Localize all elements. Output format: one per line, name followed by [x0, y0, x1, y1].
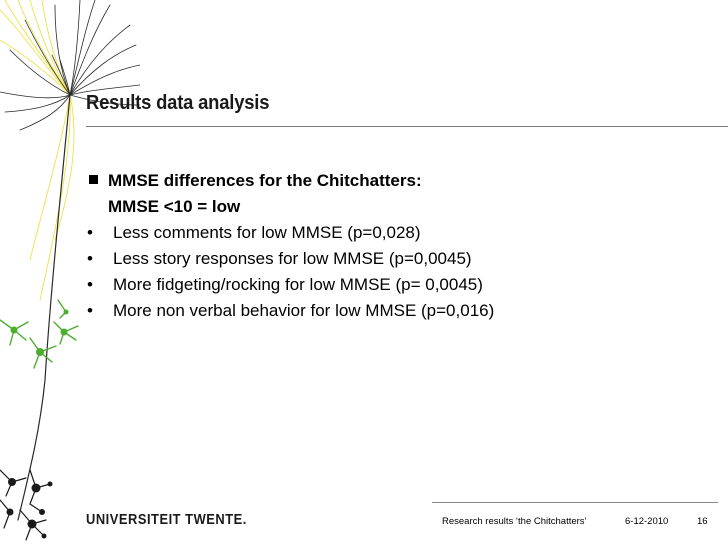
heading-row	[86, 168, 706, 194]
footer-date: 6-12-2010	[625, 516, 669, 527]
footer-presentation-title: Research results ‘the Chitchatters’	[442, 516, 587, 527]
bullet-icon: •	[87, 249, 93, 268]
page-number: 16	[697, 516, 708, 527]
slide-content	[86, 168, 706, 324]
bullet-icon: •	[87, 275, 93, 294]
bullet-icon: •	[87, 301, 93, 320]
bullet-icon: •	[87, 223, 93, 242]
title-divider	[86, 126, 728, 127]
list-item	[86, 272, 706, 298]
list-item	[86, 246, 706, 272]
square-bullet-icon	[89, 175, 98, 184]
list-item-text: Less story responses for low MMSE (p=0,0045)	[113, 249, 472, 268]
subheading-row	[86, 194, 706, 220]
list-item	[86, 220, 706, 246]
slide-title: Results data analysis	[86, 92, 270, 114]
list-item-text: Less comments for low MMSE (p=0,028)	[113, 223, 421, 242]
yellow-fibers	[0, 0, 74, 300]
university-logo: UNIVERSITEIT TWENTE.	[86, 511, 247, 528]
section-subheading: MMSE <10 = low	[108, 197, 241, 216]
list-item	[86, 298, 706, 324]
list-item-text: More fidgeting/rocking for low MMSE (p= 0,0045)	[113, 275, 483, 294]
footer-divider	[432, 502, 718, 503]
list-item-text: More non verbal behavior for low MMSE (p=0,016)	[113, 301, 495, 320]
section-heading: MMSE differences for the Chitchatters:	[108, 171, 422, 190]
